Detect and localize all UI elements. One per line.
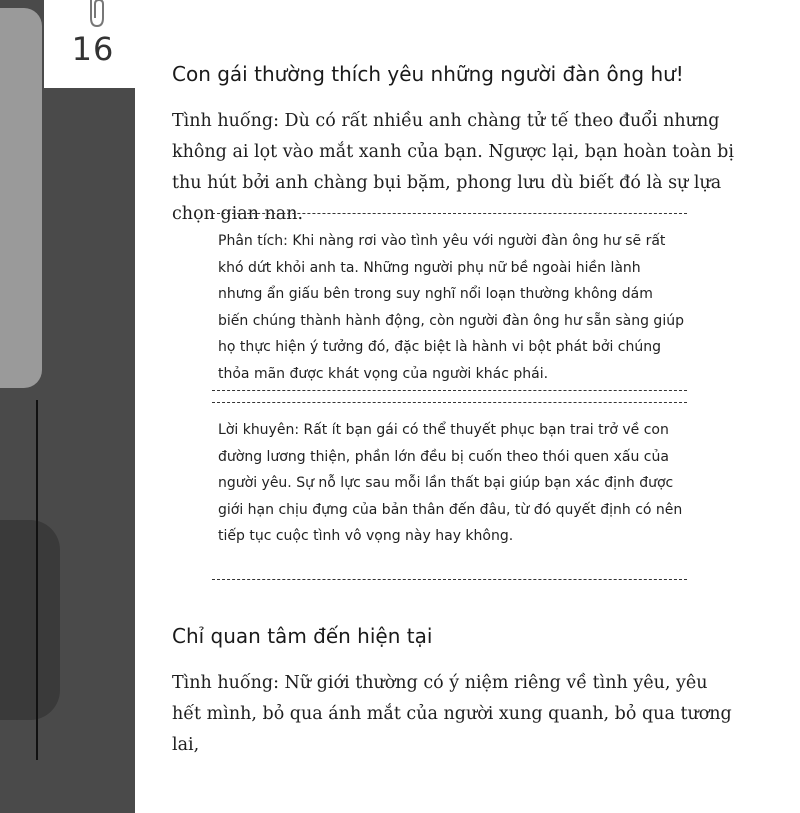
side-decoration-lower [0, 520, 60, 720]
section-heading-present: Chỉ quan tâm đến hiện tại [172, 624, 433, 648]
page-number: 16 [71, 30, 115, 68]
side-decoration [0, 8, 42, 388]
advice-text: Lời khuyên: Rất ít bạn gái có thể thuyết phục bạn trai trở về con đường lương thiện, phần lớn đều bị cuốn theo thói quen xấu của người yêu. Sự nỗ lực sau mỗi lần thất bại giúp bạn xác định được giới hạn chịu đựng của bản thân đến đâu, từ đó quyết định có nên tiếp tục cuộc tình vô vọng này hay không. [218, 422, 683, 544]
side-divider-line [36, 400, 38, 760]
section-heading-bad-boys: Con gái thường thích yêu những người đàn ông hư! [172, 62, 684, 86]
analysis-text: Phân tích: Khi nàng rơi vào tình yêu với người đàn ông hư sẽ rất khó dứt khỏi anh ta. Những người phụ nữ bề ngoài hiền lành nhưng ẩn giấu bên trong suy nghĩ nổi loạn thường không dám biến chúng thành hành động, còn người đàn ông hư sẵn sàng giúp họ thực hiện ý tưởng đó, đặc biệt là hành vi bột phát bởi chúng thỏa mãn được khát vọng của người khác phái. [218, 233, 684, 382]
analysis-box [212, 213, 687, 391]
paperclip-icon [85, 0, 109, 30]
advice-box [212, 402, 687, 580]
situation-paragraph-1: Tình huống: Dù có rất nhiều anh chàng tử tế theo đuổi nhưng không ai lọt vào mắt xanh của bạn. Ngược lại, bạn hoàn toàn bị thu hút bởi anh chàng bụi bặm, phong lưu dù biết đó là sự lựa chọn gian nan. [172, 111, 734, 224]
situation-paragraph-2: Tình huống: Nữ giới thường có ý niệm riêng về tình yêu, yêu hết mình, bỏ qua ánh mắt của người xung quanh, bỏ qua tương lai, [172, 673, 732, 755]
